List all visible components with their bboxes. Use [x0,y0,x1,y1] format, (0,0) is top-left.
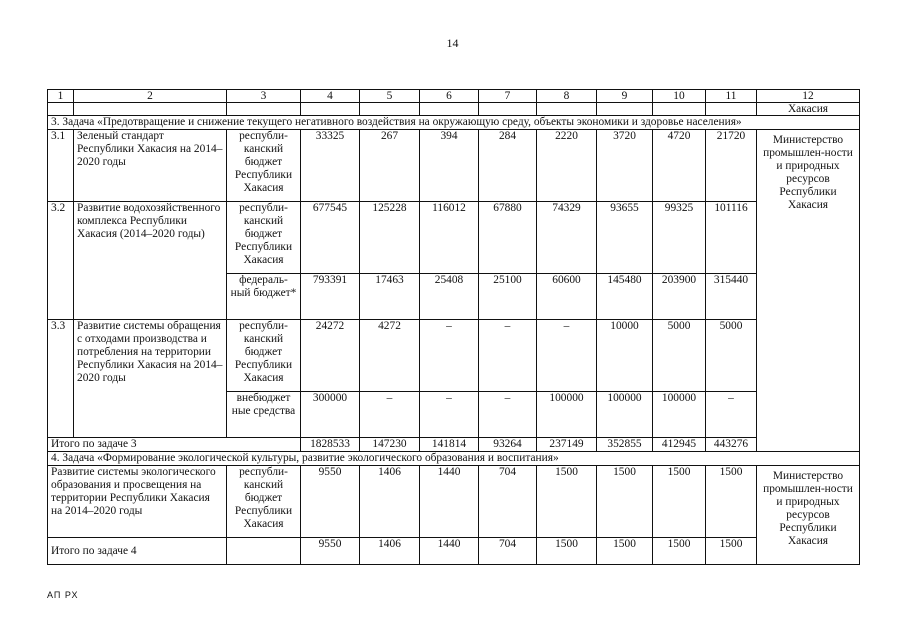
col-header: 3 [227,90,301,103]
value-cell: 1500 [597,466,653,538]
value-cell: 1500 [706,466,757,538]
col-header: 12 [757,90,860,103]
value-cell: 677545 [301,202,360,274]
value-cell: 704 [479,466,537,538]
value-cell: 1500 [653,466,706,538]
table-row [48,466,860,538]
value-cell: 2220 [537,130,597,202]
total-cell: 237149 [537,438,597,452]
value-cell: 99325 [653,202,706,274]
funding-source: республи-канский бюджет Республики Хакасия [227,202,301,274]
value-cell: 1440 [420,466,479,538]
program-name: Развитие системы обращения с отходами производства и потребления на территории Республики Хакасия на 2014–2020 годы [74,320,227,438]
total-cell: 147230 [360,438,420,452]
value-cell: 100000 [597,392,653,438]
value-cell: 21720 [706,130,757,202]
value-cell: 93655 [597,202,653,274]
table-row [48,202,860,274]
value-cell: 1406 [360,466,420,538]
table-row [48,320,860,392]
value-cell: – [420,392,479,438]
value-cell: 5000 [706,320,757,392]
value-cell: 394 [420,130,479,202]
ministry-cell: Министерство промышлен-ности и природных ресурсов Республики Хакасия [757,466,860,565]
footer-code: АП РХ [47,590,79,600]
value-cell: 125228 [360,202,420,274]
col-header: 4 [301,90,360,103]
row-number: 3.3 [48,320,74,438]
col-header: 6 [420,90,479,103]
total-row [48,538,860,565]
value-cell: 60600 [537,274,597,320]
funding-source: федераль-ный бюджет* [227,274,301,320]
program-name: Зеленый стандарт Республики Хакасия на 2014–2020 годы [74,130,227,202]
total-cell: 141814 [420,438,479,452]
value-cell: 101116 [706,202,757,274]
task4-row [48,452,860,466]
value-cell: 4720 [653,130,706,202]
col-header: 10 [653,90,706,103]
funding-source: республи-канский бюджет Республики Хакасия [227,320,301,392]
task4-title: 4. Задача «Формирование экологической культуры, развитие экологического образования и воспитания» [48,452,860,466]
value-cell: 267 [360,130,420,202]
total-cell: 1500 [653,538,706,565]
budget-table [47,89,860,565]
col-header: 5 [360,90,420,103]
total-cell: 412945 [653,438,706,452]
value-cell: 145480 [597,274,653,320]
total-cell: 1500 [706,538,757,565]
col-header: 2 [74,90,227,103]
value-cell: 100000 [653,392,706,438]
value-cell: 33325 [301,130,360,202]
row-number: 3.1 [48,130,74,202]
value-cell: 5000 [653,320,706,392]
total-label: Итого по задаче 4 [48,538,227,565]
value-cell: 203900 [653,274,706,320]
ministry-continuation: Хакасия [757,103,860,116]
total-cell: 9550 [301,538,360,565]
value-cell: – [706,392,757,438]
total-cell: 704 [479,538,537,565]
value-cell: 25100 [479,274,537,320]
table-row [48,130,860,202]
value-cell: – [537,320,597,392]
total-cell: 352855 [597,438,653,452]
value-cell: – [360,392,420,438]
value-cell: 24272 [301,320,360,392]
ministry-cell: Министерство промышлен-ности и природных ресурсов Республики Хакасия [757,130,860,452]
total-cell: 1828533 [301,438,360,452]
total-cell: 443276 [706,438,757,452]
continuation-row [48,103,860,116]
value-cell: 4272 [360,320,420,392]
value-cell: 74329 [537,202,597,274]
total-cell: 1440 [420,538,479,565]
value-cell: 9550 [301,466,360,538]
program-name: Развитие системы экологического образования и просвещения на территории Республики Хакасия на 2014–2020 годы [48,466,227,538]
value-cell: 793391 [301,274,360,320]
value-cell: – [479,392,537,438]
total-cell: 93264 [479,438,537,452]
value-cell: 25408 [420,274,479,320]
value-cell: – [479,320,537,392]
page-number: 14 [446,36,459,50]
funding-source: внебюджет ные средства [227,392,301,438]
value-cell: 300000 [301,392,360,438]
col-header: 7 [479,90,537,103]
value-cell: – [420,320,479,392]
row-number: 3.2 [48,202,74,320]
value-cell: 10000 [597,320,653,392]
funding-source: республи-канский бюджет Республики Хакасия [227,466,301,538]
program-name: Развитие водохозяйственного комплекса Республики Хакасия (2014–2020 годы) [74,202,227,320]
funding-source: республи-канский бюджет Республики Хакасия [227,130,301,202]
total-row [48,438,860,452]
value-cell: 116012 [420,202,479,274]
col-header: 8 [537,90,597,103]
task3-row [48,116,860,130]
total-cell: 1500 [537,538,597,565]
value-cell: 1500 [537,466,597,538]
value-cell: 315440 [706,274,757,320]
col-header: 9 [597,90,653,103]
column-number-row [48,90,860,103]
value-cell: 100000 [537,392,597,438]
value-cell: 284 [479,130,537,202]
col-header: 11 [706,90,757,103]
total-cell: 1500 [597,538,653,565]
value-cell: 17463 [360,274,420,320]
task3-title: 3. Задача «Предотвращение и снижение текущего негативного воздействия на окружающую среду, объекты экономики и здоровье населения» [48,116,860,130]
total-cell: 1406 [360,538,420,565]
value-cell: 67880 [479,202,537,274]
value-cell: 3720 [597,130,653,202]
total-label: Итого по задаче 3 [48,438,301,452]
col-header: 1 [48,90,74,103]
